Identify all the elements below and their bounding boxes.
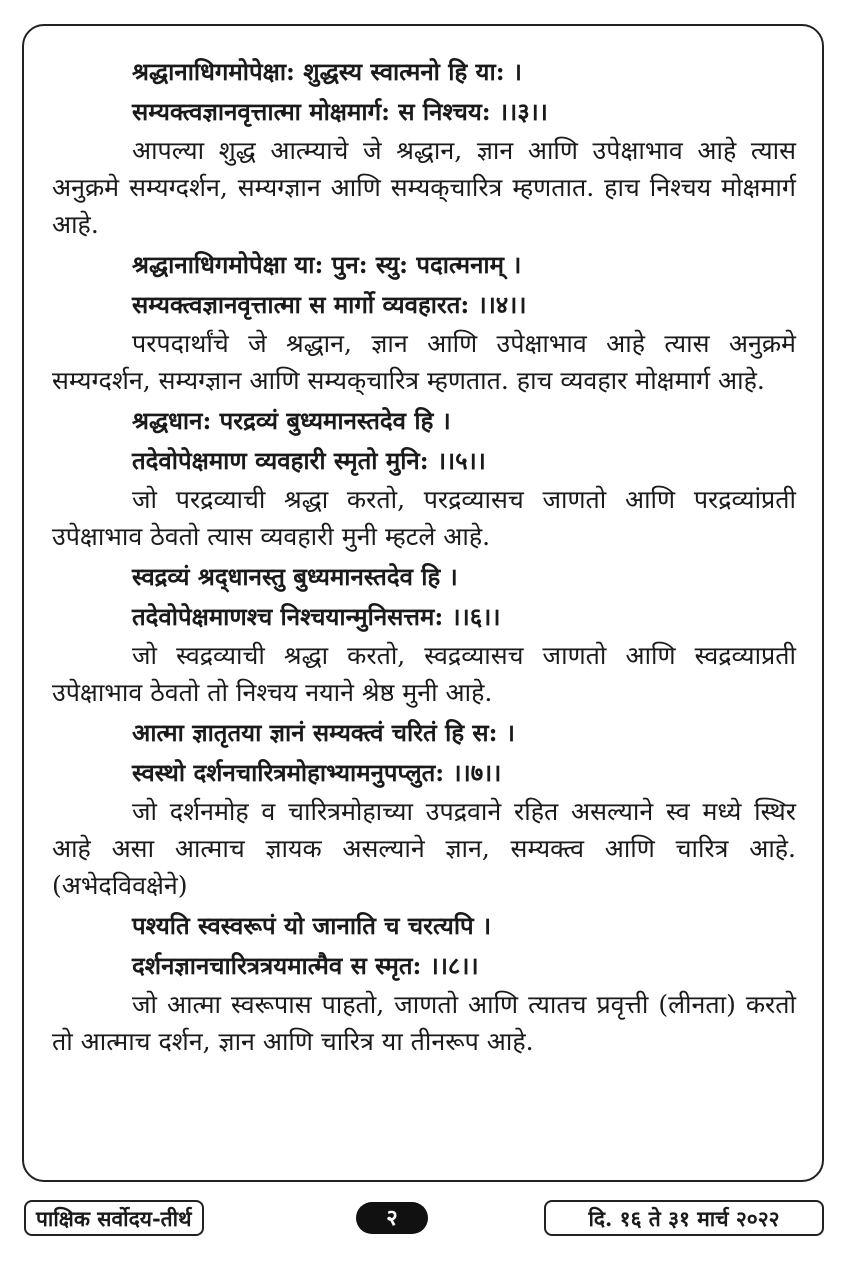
verse-line: सम्यक्त्वज्ञानवृत्तात्मा स मार्गो व्यवहारत: ।।४।।	[132, 290, 527, 319]
verse-meaning: जो दर्शनमोह व चारित्रमोहाच्या उपद्रवाने रहित असल्याने स्व मध्ये स्थिर आहे असा आत्माच ज्ञायक असल्याने ज्ञान, सम्यक्त्व आणि चारित्र आहे. (अभेदविवक्षेने)	[52, 797, 796, 900]
verse-meaning: जो स्वद्रव्याची श्रद्धा करतो, स्वद्रव्यासच जाणतो आणि स्वद्रव्याप्रती उपेक्षाभाव ठेवतो तो निश्चय नयाने श्रेष्ठ मुनी आहे.	[52, 641, 796, 707]
verse-line: स्वस्थो दर्शनचारित्रमोहाभ्यामनुपप्लुत: ।।७।।	[132, 758, 502, 787]
verse-block-5	[52, 401, 796, 555]
verse-block-6	[52, 557, 796, 711]
verse-meaning: आपल्या शुद्ध आत्म्याचे जे श्रद्धान, ज्ञान आणि उपेक्षाभाव आहे त्यास अनुक्रमे सम्यग्दर्शन, सम्यग्ज्ञान आणि सम्यक्‌चारित्र म्हणतात. हाच निश्चय मोक्षमार्ग आहे.	[52, 136, 796, 239]
verse-block-8	[52, 906, 796, 1060]
verse-line: दर्शनज्ञानचारित्रत्रयमात्मैव स स्मृत: ।।८।।	[132, 951, 479, 980]
verse-line: आत्मा ज्ञातृतया ज्ञानं सम्यक्त्वं चरितं हि स: ।	[132, 718, 515, 747]
verse-line: सम्यक्त्वज्ञानवृत्तात्मा मोक्षमार्ग: स निश्चय: ।।३।।	[132, 97, 548, 126]
verse-meaning: जो परद्रव्याची श्रद्धा करतो, परद्रव्यासच जाणतो आणि परद्रव्यांप्रती उपेक्षाभाव ठेवतो त्यास व्यवहारी मुनी म्हटले आहे.	[52, 485, 796, 551]
verse-meaning: परपदार्थांचे जे श्रद्धान, ज्ञान आणि उपेक्षाभाव आहे त्यास अनुक्रमे सम्यग्दर्शन, सम्यग्ज्ञान आणि सम्यक्‌चारित्र म्हणतात. हाच व्यवहार मोक्षमार्ग आहे.	[52, 329, 796, 395]
verse-block-7	[52, 713, 796, 904]
publication-name: पाक्षिक सर्वोदय-तीर्थ	[24, 1200, 204, 1236]
verse-block-4	[52, 245, 796, 399]
page-number: २	[356, 1202, 428, 1234]
verse-meaning: जो आत्मा स्वरूपास पाहतो, जाणतो आणि त्यातच प्रवृत्ती (लीनता) करतो तो आत्माच दर्शन, ज्ञान आणि चारित्र या तीनरूप आहे.	[52, 990, 796, 1056]
verse-block-3	[52, 52, 796, 243]
verse-line: पश्यति स्वस्वरूपं यो जानाति च चरत्यपि ।	[132, 911, 492, 940]
verse-line: तदेवोपेक्षमाणश्च निश्चयान्मुनिसत्तम: ।।६।।	[132, 602, 501, 631]
page-content	[52, 52, 796, 1062]
verse-line: श्रद्धानाधिगमोपेक्षा: शुद्धस्य स्वात्मनो हि या: ।	[132, 57, 522, 86]
verse-line: स्वद्रव्यं श्रद्‌धानस्तु बुध्यमानस्तदेव हि ।	[132, 562, 458, 591]
verse-line: श्रद्धधान: परद्रव्यं बुध्यमानस्तदेव हि ।	[132, 406, 451, 435]
verse-line: तदेवोपेक्षमाण व्यवहारी स्मृतो मुनि: ।।५।।	[132, 446, 486, 475]
page-footer	[0, 1200, 850, 1238]
issue-date: दि. १६ ते ३१ मार्च २०२२	[544, 1200, 824, 1236]
verse-line: श्रद्धानाधिगमोपेक्षा या: पुन: स्यु: पदात्मनाम्‌ ।	[132, 250, 522, 279]
